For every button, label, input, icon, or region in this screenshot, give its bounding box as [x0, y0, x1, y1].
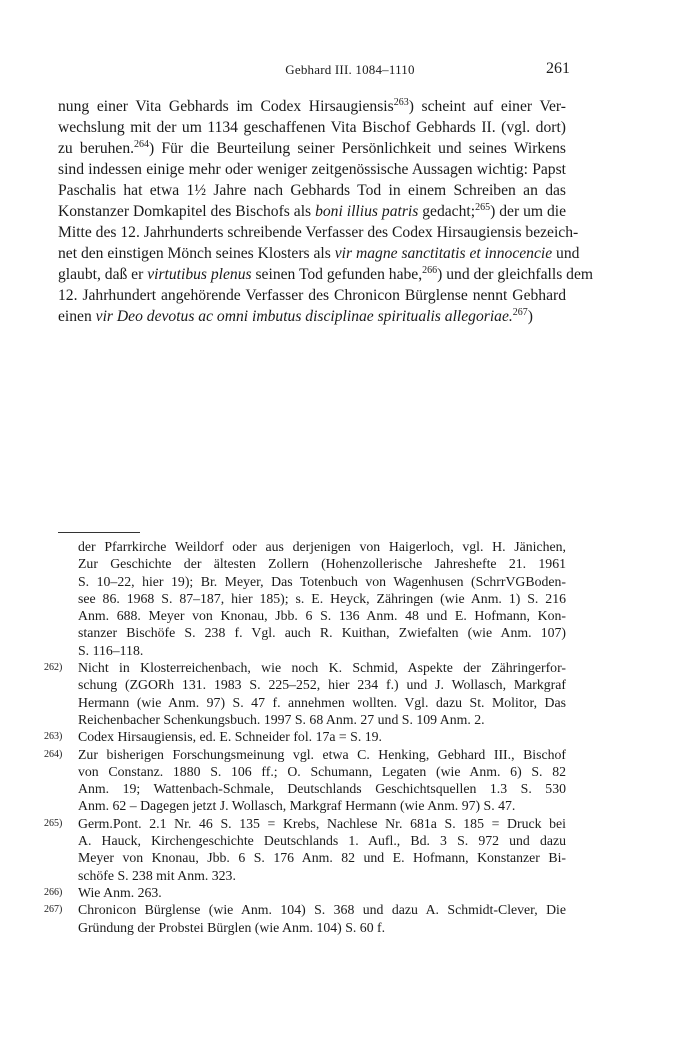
- latin-quote: vir magne sanctitatis et innocencie: [334, 245, 553, 262]
- footnote-line: Anm. 62 – Dagegen jetzt J. Wollasch, Markgraf Hermann (wie Anm. 97) S. 47.: [78, 798, 516, 814]
- text-line: zu beruhen.$^{264}$) Für die Beurteilung seiner Persönlichkeit und seines Wirkens: [58, 139, 566, 157]
- footnote-262: [44, 659, 566, 728]
- text-line: wechslung mit der um 1134 geschaffenen Vita Bischof Gebhards II. (vgl. dort): [58, 119, 566, 136]
- footnote-line: S. 116–118.: [78, 642, 144, 658]
- text-line: Konstanzer Domkapitel des Bischofs als boni illius patris gedacht;$^{265}$) der um die: [58, 202, 567, 220]
- footnote-line: Nicht in Klosterreichenbach, wie noch K. Schmid, Aspekte der Zähringerfor-: [78, 660, 566, 676]
- footnote-line: Meyer von Knonau, Jbb. 6 S. 176 Anm. 82 und E. Hofmann, Konstanzer Bi-: [78, 850, 566, 866]
- footnote-ref: 267: [512, 307, 528, 318]
- footnote-number: 263): [44, 731, 63, 743]
- latin-quote: virtutibus plenus: [147, 266, 252, 283]
- footnote-continued: [58, 538, 566, 659]
- text-line: 12. Jahrhundert angehörende Verfasser des Chronicon Bürglense nennt Gebhard: [58, 287, 566, 304]
- page-number: 261: [546, 60, 570, 77]
- text-line: nung einer Vita Gebhards im Codex Hirsaugiensis$^{263}$) scheint auf einer Ver-: [58, 97, 566, 115]
- text-line: Paschalis hat etwa 1½ Jahre nach Gebhards Tod in einem Schreiben an das: [58, 182, 566, 199]
- footnote-separator: [58, 532, 140, 533]
- footnote-267: [44, 901, 566, 936]
- footnote-ref: 266: [422, 265, 438, 276]
- footnote-number: 267): [44, 904, 63, 916]
- page-header: [0, 60, 700, 84]
- footnote-line: Codex Hirsaugiensis, ed. E. Schneider fol. 17a = S. 19.: [78, 729, 382, 745]
- footnote-line: Wie Anm. 263.: [78, 884, 162, 900]
- footnotes: [44, 538, 566, 936]
- footnote-line: schöfe S. 238 mit Anm. 323.: [78, 867, 236, 883]
- footnote-line: Zur bisherigen Forschungsmeinung vgl. etwa C. Henking, Gebhard III., Bischof: [78, 746, 566, 762]
- footnote-number: 262): [44, 662, 63, 674]
- text-line: net den einstigen Mönch seines Klosters als vir magne sanctitatis et innocencie und: [58, 245, 580, 262]
- footnote-line: Chronicon Bürglense (wie Anm. 104) S. 368 und dazu A. Schmidt-Clever, Die: [78, 902, 566, 918]
- footnote-ref: 264: [134, 139, 150, 150]
- running-head: Gebhard III. 1084–1110: [285, 62, 415, 77]
- footnote-266: [44, 884, 566, 901]
- latin-quote: boni illius patris: [315, 203, 419, 220]
- footnote-line: Germ.Pont. 2.1 Nr. 46 S. 135 = Krebs, Nachlese Nr. 681a S. 185 = Druck bei: [78, 815, 566, 831]
- footnote-line: von Constanz. 1880 S. 106 ff.; O. Schumann, Legaten (wie Anm. 6) S. 82: [78, 763, 566, 779]
- main-text: [58, 96, 594, 327]
- latin-quote: vir Deo devotus ac omni imbutus disciplinae spiritualis allegoriae.: [95, 308, 513, 325]
- text-line: sind indessen einige mehr oder weniger zeitgenössische Aussagen wichtig: Papst: [58, 161, 566, 178]
- footnote-number: 264): [44, 748, 63, 760]
- footnote-line: der Pfarrkirche Weildorf oder aus derjenigen von Haigerloch, vgl. H. Jänichen,: [78, 539, 566, 554]
- footnote-number: 265): [44, 817, 63, 829]
- footnote-line: Reichenbacher Schenkungsbuch. 1997 S. 68 Anm. 27 und S. 109 Anm. 2.: [78, 711, 485, 727]
- footnote-263: [44, 728, 566, 745]
- footnote-line: Gründung der Probstei Bürglen (wie Anm. 104) S. 60 f.: [78, 919, 386, 935]
- footnote-line: Zur Geschichte der ältesten Zollern (Hohenzollerische Jahreshefte 21. 1961: [78, 556, 566, 572]
- footnote-number: 266): [44, 886, 63, 898]
- text-line: glaubt, daß er virtutibus plenus seinen Tod gefunden habe,$^{266}$) und der gleichfalls dem: [58, 265, 594, 283]
- footnote-ref: 265: [475, 202, 491, 213]
- footnote-line: S. 10–22, hier 19); Br. Meyer, Das Totenbuch von Wagenhusen (SchrrVGBoden-: [78, 573, 566, 589]
- footnote-ref: 263: [393, 97, 409, 108]
- footnote-265: [44, 815, 566, 884]
- text-line: einen vir Deo devotus ac omni imbutus disciplinae spiritualis allegoriae.$^{267}$): [58, 307, 533, 325]
- footnote-line: schung (ZGORh 131. 1983 S. 225–252, hier 234 f.) und J. Wollasch, Markgraf: [78, 677, 566, 693]
- footnote-line: Hermann (wie Anm. 97) S. 47 f. annehmen wollten. Vgl. dazu St. Molitor, Das: [78, 694, 566, 710]
- text-line: Mitte des 12. Jahrhunderts schreibende Verfasser des Codex Hirsaugiensis bezeich-: [58, 224, 579, 241]
- footnote-line: A. Hauck, Kirchengeschichte Deutschlands 1. Aufl., Bd. 3 S. 972 und dazu: [78, 833, 566, 849]
- footnote-line: Anm. 688. Meyer von Knonau, Jbb. 6 S. 136 Anm. 48 und E. Hofmann, Kon-: [78, 608, 566, 624]
- footnote-line: Anm. 19; Wattenbach-Schmale, Deutschlands Geschichtsquellen 1.3 S. 530: [78, 781, 566, 797]
- footnote-264: [44, 746, 566, 815]
- footnote-line: stanzer Bischöfe S. 238 f. Vgl. auch R. Kuithan, Zwiefalten (wie Anm. 107): [78, 625, 566, 641]
- footnote-line: see 86. 1968 S. 87–187, hier 185); s. E. Heyck, Zähringen (wie Anm. 1) S. 216: [78, 590, 566, 606]
